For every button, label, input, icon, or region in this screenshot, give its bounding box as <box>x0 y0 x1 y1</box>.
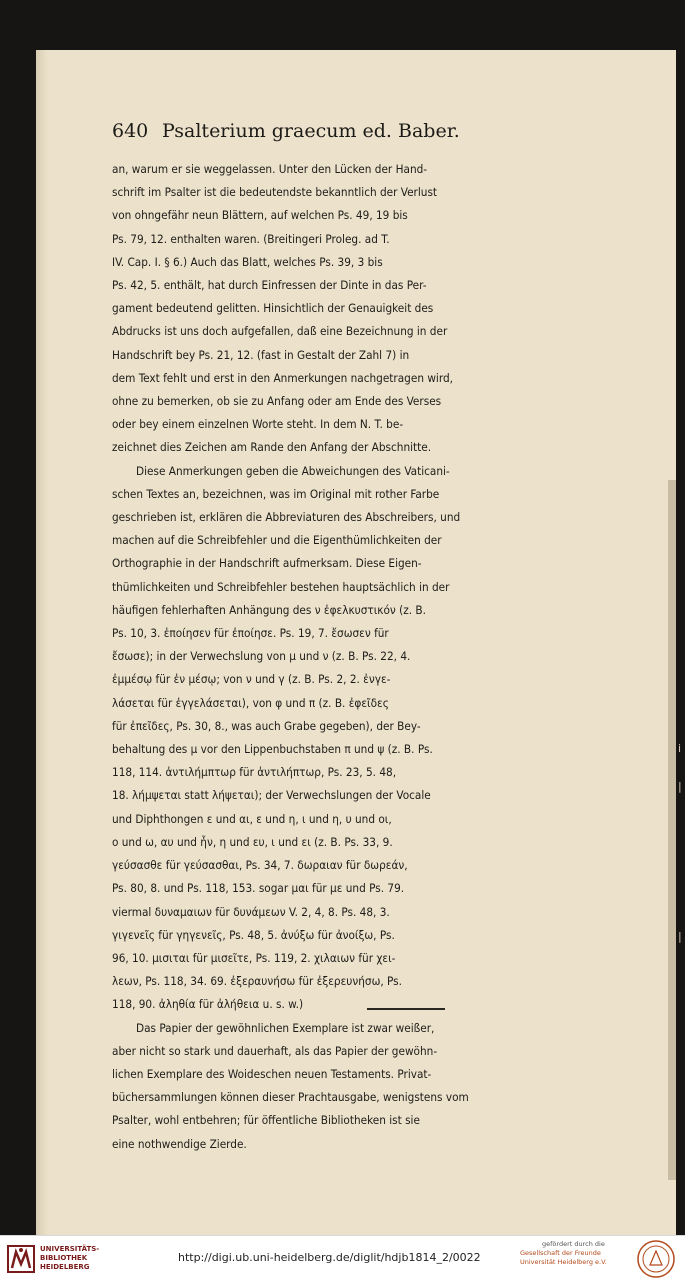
institution-line: HEIDELBERG <box>40 1263 90 1271</box>
text-line: Handschrift bey Ps. 21, 12. (fast in Gestalt der Zahl 7) in <box>112 347 410 362</box>
text-line: schen Textes an, bezeichnen, was im Original mit rother Farbe <box>112 486 440 501</box>
text-line: Das Papier der gewöhnlichen Exemplare ist zwar weißer, <box>136 1020 435 1035</box>
text-line: für ἐπεῖδες, Ps. 30, 8., was auch Grabe gegeben), der Bey- <box>112 718 421 733</box>
text-line: geschrieben ist, erklären die Abbreviaturen des Abschreibers, und <box>112 510 461 525</box>
page-number: 640 <box>112 120 149 142</box>
text-line: thümlichkeiten und Schreibfehler bestehen hauptsächlich in der <box>112 579 450 594</box>
text-line: 118, 114. ἀντιλήμπτωρ für ἀντιλήπτωρ, Ps. 23, 5. 48, <box>112 765 397 780</box>
page-gutter-shadow <box>36 50 48 1235</box>
closing-rule <box>367 1008 445 1010</box>
text-line: zeichnet dies Zeichen am Rande den Anfang der Abschnitte. <box>112 440 432 455</box>
university-seal-icon <box>636 1239 676 1279</box>
text-line: λάσεται für ἐγγελάσεται), von φ und π (z. B. ἐφεῖδες <box>112 695 389 710</box>
edge-mark: i <box>678 742 682 755</box>
text-line: viermal δυναμαιων für δυνάμεων V. 2, 4, 8. Ps. 48, 3. <box>112 904 390 919</box>
text-line: γεύσασθε für γεύσασθαι, Ps. 34, 7. δωραιαν für δωρεάν, <box>112 858 408 873</box>
text-line: γιγενεῖς für γηγενεῖς, Ps. 48, 5. ἀνύξω für ἀνοίξω, Ps. <box>112 927 395 942</box>
running-title: Psalterium graecum ed. Baber. <box>162 120 460 142</box>
text-line: Orthographie in der Handschrift aufmerksam. Diese Eigen- <box>112 556 422 571</box>
page-header <box>112 120 542 150</box>
text-line: 96, 10. μισιται für μισεῖτε, Ps. 119, 2. χιλαιων für χει- <box>112 950 396 965</box>
text-line: IV. Cap. I. § 6.) Auch das Blatt, welches Ps. 39, 3 bis <box>112 254 383 269</box>
text-line: büchersammlungen können dieser Prachtausgabe, wenigstens vom <box>112 1090 469 1105</box>
text-line: an, warum er sie weggelassen. Unter den Lücken der Hand- <box>112 162 428 176</box>
text-line: häufigen fehlerhaften Anhängung des ν ἐφελκυστικόν (z. B. <box>112 602 426 617</box>
text-line: lichen Exemplare des Woideschen neuen Testaments. Privat- <box>112 1066 432 1081</box>
text-line: 18. λήμψεται statt λήψεται); der Verwechslungen der Vocale <box>112 788 431 803</box>
text-line: oder bey einem einzelnen Worte steht. In dem N. T. be- <box>112 417 404 432</box>
sponsor-line: Universität Heidelberg e.V. <box>520 1258 607 1266</box>
text-line: Ps. 79, 12. enthalten waren. (Breitingeri Proleg. ad T. <box>112 231 390 246</box>
text-line: Ps. 80, 8. und Ps. 118, 153. sogar μαι für με und Ps. 79. <box>112 881 405 896</box>
text-line: von ohngefähr neun Blättern, auf welchen Ps. 49, 19 bis <box>112 208 408 223</box>
sponsor-by-label: gefördert durch die <box>542 1240 605 1248</box>
text-line: dem Text fehlt und erst in den Anmerkungen nachgetragen wird, <box>112 370 453 385</box>
text-line: behaltung des μ vor den Lippenbuchstaben π und ψ (z. B. Ps. <box>112 742 433 757</box>
text-line: gament bedeutend gelitten. Hinsichtlich der Genauigkeit des <box>112 301 434 316</box>
text-line: und Diphthongen ε und αι, ε und η, ι und η, υ und οι, <box>112 811 392 826</box>
edge-mark: | <box>678 930 682 943</box>
text-line: Ps. 42, 5. enthält, hat durch Einfressen der Dinte in das Per- <box>112 278 427 293</box>
institution-line: BIBLIOTHEK <box>40 1254 88 1262</box>
text-line: eine nothwendige Zierde. <box>112 1136 247 1151</box>
heidelberg-logo-icon <box>6 1244 36 1274</box>
edge-mark: | <box>678 780 682 793</box>
text-line: Abdrucks ist uns doch aufgefallen, daß eine Bezeichnung in der <box>112 324 448 339</box>
text-line: λεων, Ps. 118, 34. 69. ἐξεραυνήσω für ἐξερευνήσω, Ps. <box>112 974 403 989</box>
body-text <box>112 158 664 1156</box>
sponsor-credit <box>520 1240 630 1267</box>
text-line: machen auf die Schreibfehler und die Eigenthümlichkeiten der <box>112 533 442 548</box>
text-line: ἐμμέσῳ für ἐν μέσῳ; von ν und γ (z. B. Ps. 2, 2. ἐνγε- <box>112 672 391 687</box>
text-line: Ps. 10, 3. ἐποίησεν für ἐποίησε. Ps. 19, 7. ἔσωσεν für <box>112 626 389 641</box>
permalink-url[interactable]: http://digi.ub.uni-heidelberg.de/diglit/hdjb1814_2/0022 <box>178 1251 481 1264</box>
text-line: ο und ω, αυ und ἦν, η und ευ, ι und ει (z. B. Ps. 33, 9. <box>112 834 393 849</box>
text-line: schrift im Psalter ist die bedeutendste bekanntlich der Verlust <box>112 185 438 200</box>
sponsor-line: Gesellschaft der Freunde <box>520 1249 601 1257</box>
text-line: Diese Anmerkungen geben die Abweichungen des Vaticani- <box>136 463 450 478</box>
text-line: ohne zu bemerken, ob sie zu Anfang oder am Ende des Verses <box>112 394 442 409</box>
text-line: 118, 90. ἀληθία für ἀλήθεια u. s. w.) <box>112 997 304 1012</box>
page-edge <box>668 480 676 1180</box>
text-line: aber nicht so stark und dauerhaft, als das Papier der gewöhn- <box>112 1043 438 1058</box>
text-line: ἔσωσε); in der Verwechslung von μ und ν (z. B. Ps. 22, 4. <box>112 649 411 664</box>
text-line: Psalter, wohl entbehren; für öffentliche Bibliotheken ist sie <box>112 1113 420 1128</box>
institution-name <box>40 1245 160 1272</box>
viewer-footer <box>0 1235 685 1282</box>
institution-line: UNIVERSITÄTS- <box>40 1245 100 1253</box>
